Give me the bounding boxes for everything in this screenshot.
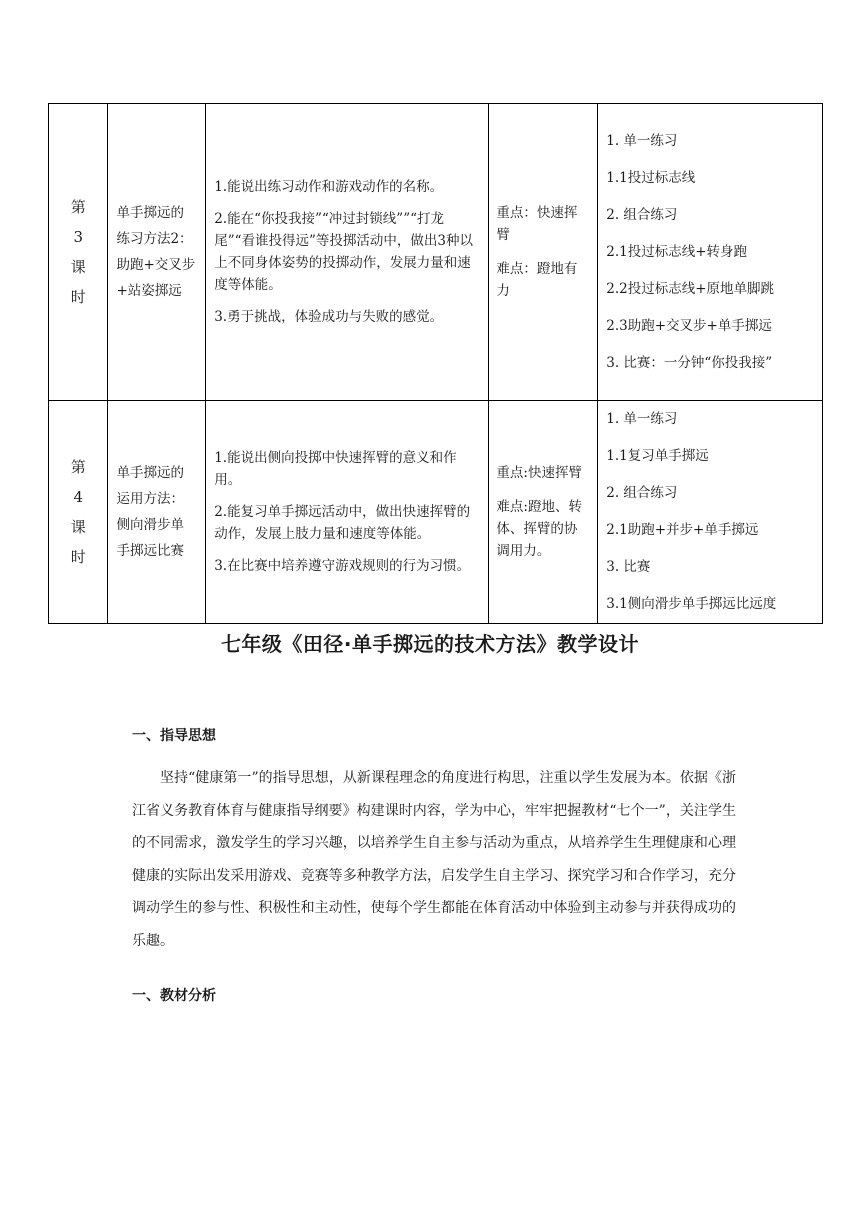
goal-item: 3.在比赛中培养遵守游戏规则的行为习惯。	[214, 558, 471, 574]
plan-item: 1. 单一练习	[606, 132, 678, 149]
key-points-cell	[489, 401, 598, 624]
lesson-number-cell	[49, 401, 108, 624]
lesson-char: 课	[70, 258, 86, 276]
lesson-goals-cell	[206, 401, 489, 624]
plan-item: 3. 比赛	[606, 559, 651, 575]
lesson-plan-table	[48, 103, 823, 624]
lesson-char: 第	[70, 458, 86, 476]
lesson-char: 课	[70, 518, 86, 536]
lesson-content-cell	[108, 401, 206, 624]
lesson-content: 单手掷远的练习方法2：助跑+交叉步+站姿掷远	[116, 205, 196, 299]
goal-item: 1.能说出侧向投掷中快速挥臂的意义和作用。	[214, 450, 457, 488]
plan-item: 3. 比赛：一分钟“你投我接”	[606, 354, 773, 371]
section-heading-guiding-ideology: 一、指导思想	[132, 728, 216, 744]
plan-item: 1.1复习单手掷远	[606, 448, 709, 464]
goal-item: 2.能在“你投我接”“冲过封锁线””“打龙尾”“看谁投得远”等投掷活动中，做出3种以上不同身体姿势的投掷动作，发展力量和速度等体能。	[214, 211, 473, 293]
goal-item: 3.勇于挑战，体验成功与失败的感觉。	[214, 309, 444, 325]
key-point: 重点：快速挥臂	[496, 205, 578, 243]
lesson-char: 时	[70, 548, 86, 566]
lesson-char: 3	[73, 228, 83, 246]
table-row	[49, 104, 823, 401]
lesson-goals-cell	[206, 104, 489, 401]
difficulty-point: 难点：蹬地有力	[496, 261, 578, 299]
plan-item: 2.1助跑+并步+单手掷远	[606, 522, 759, 538]
document-title: 七年级《田径·单手掷远的技术方法》教学设计	[220, 632, 640, 656]
difficulty-point: 难点:蹬地、转体、挥臂的协调用力。	[496, 499, 582, 559]
lesson-content: 单手掷远的运用方法：侧向滑步单手掷远比赛	[116, 465, 184, 559]
table-row	[49, 401, 823, 624]
lesson-char: 时	[70, 288, 86, 306]
lesson-content-cell	[108, 104, 206, 401]
plan-item: 2.1投过标志线+转身跑	[606, 243, 748, 260]
plan-item: 3.1侧向滑步单手掷远比远度	[606, 596, 777, 612]
lesson-char: 4	[73, 488, 83, 506]
lesson-char: 第	[70, 198, 86, 216]
section-heading-material-analysis: 一、教材分析	[132, 988, 216, 1004]
practice-plan-cell	[598, 401, 823, 624]
guiding-ideology-paragraph: 坚持“健康第一”的指导思想，从新课程理念的角度进行构思，注重以学生发展为本。依据《浙江省义务教育体育与健康指导纲要》构建课时内容，学为中心，牢牢把握教材“七个一”，关注学生的不同需求，激发学生的学习兴趣，以培养学生自主参与活动为重点，从培养学生生理健康和心理健康的实际出发采用游戏、竞赛等多种教学方法，启发学生自主学习、探究学习和合作学习，充分调动学生的参与性、积极性和主动性，使每个学生都能在体育活动中体验到主动参与并获得成功的乐趣。	[132, 770, 736, 949]
key-point: 重点:快速挥臂	[496, 465, 582, 481]
plan-item: 1. 单一练习	[606, 411, 678, 427]
plan-item: 2.2投过标志线+原地单脚跳	[606, 280, 775, 297]
plan-item: 1.1投过标志线	[606, 169, 696, 186]
key-points-cell	[489, 104, 598, 401]
practice-plan-cell	[598, 104, 823, 401]
goal-item: 2.能复习单手掷远活动中，做出快速挥臂的动作，发展上肢力量和速度等体能。	[214, 504, 471, 542]
plan-item: 2. 组合练习	[606, 206, 678, 223]
plan-item: 2.3助跑+交叉步+单手掷远	[606, 317, 772, 334]
lesson-number-cell	[49, 104, 108, 401]
plan-item: 2. 组合练习	[606, 485, 678, 501]
goal-item: 1.能说出练习动作和游戏动作的名称。	[214, 179, 444, 195]
